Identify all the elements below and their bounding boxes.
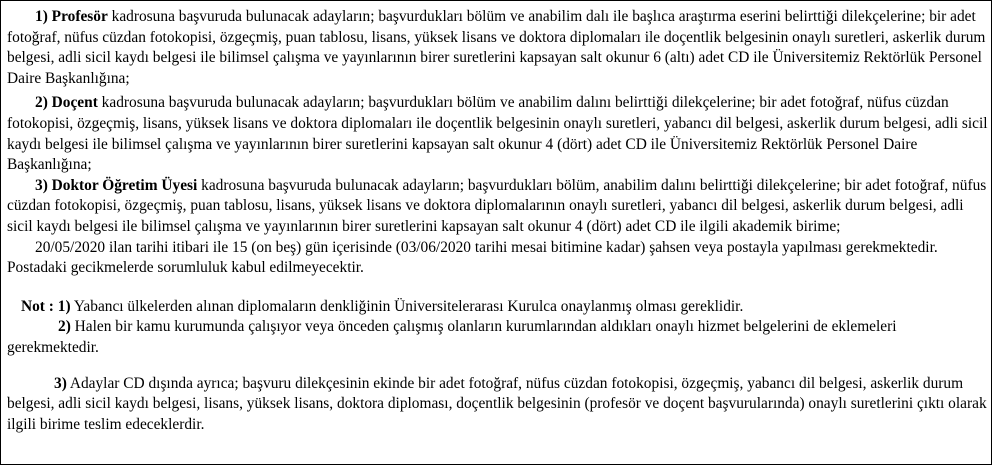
note-3 bbox=[7, 374, 991, 436]
associate-heading: 2) Doçent bbox=[35, 94, 98, 112]
deadline-paragraph: 20/05/2020 ilan tarihi itibari ile 15 (on beş) gün içerisinde (03/06/2020 tarihi mesai bitimine kadar) şahsen veya postayla yapılması gerekmektedir. Postadaki gecikmelerde sorumluluk kabul edilmeyecektir. bbox=[7, 238, 938, 277]
note-1 bbox=[7, 297, 991, 318]
note-3-number: 3) bbox=[54, 374, 67, 392]
note-label: Not : 1) bbox=[21, 297, 71, 315]
associate-text: kadrosuna başvuruda bulunacak adayların; başvurdukları bölüm ve anabilim dalını belirttiği dilekçelerine; bir adet fotoğraf, nüfus cüzdan fotokopisi, özgeçmiş, lisans, yüksek lisans ve doktora diplomaları ile doçentlik belgesinin onaylı suretleri, yabancı dil belgesi, askerlik durum belgesi, adli sicil kaydı belgesi ile bilimsel çalışma ve yayınlarının birer suretlerini kapsayan salt okunur 4 (dört) adet CD ile Üniversitemiz Rektörlük Personel Daire Başkanlığına; bbox=[7, 94, 988, 174]
note-1-text: Yabancı ülkelerden alınan diplomaların denkliğinin Üniversitelerarası Kurulca onaylanmış olması gereklidir. bbox=[70, 297, 744, 315]
note-2 bbox=[7, 317, 991, 358]
note-3-text: Adaylar CD dışında ayrıca; başvuru dilekçesinin ekinde bir adet fotoğraf, nüfus cüzdan fotokopisi, özgeçmiş, yabancı dil belgesi, askerlik durum belgesi, adli sicil kaydı belgesi, lisans, yüksek lisans, doktora diploması, doçentlik belgesinin (profesör ve doçent başvurularında) onaylı suretlerini çıktı olarak ilgili birime teslim edeceklerdir. bbox=[7, 374, 987, 433]
note-2-number: 2) bbox=[58, 318, 71, 336]
assistant-heading: 3) Doktor Öğretim Üyesi bbox=[35, 176, 198, 194]
associate-paragraph bbox=[7, 93, 991, 175]
professor-paragraph bbox=[7, 7, 991, 89]
assistant-paragraph bbox=[7, 176, 991, 238]
professor-text: kadrosuna başvuruda bulunacak adayların; başvurdukları bölüm ve anabilim dalı ile başlıca araştırma eserini belirttiği dilekçelerine; bir adet fotoğraf, nüfus cüzdan fotokopisi, özgeçmiş, puan tablosu, lisans, yüksek lisans ve doktora diplomaları ile doçentlik belgesinin onaylı suretleri, askerlik durum belgesi, adli sicil kaydı belgesi ile bilimsel çalışma ve yayınlarının birer suretlerini kapsayan salt okunur 6 (altı) adet CD ile Üniversitemiz Rektörlük Personel Daire Başkanlığına; bbox=[7, 8, 986, 87]
assistant-text: kadrosuna başvuruda bulunacak adayların; başvurdukları bölüm, anabilim dalını belirttiği dilekçelerine; bir adet fotoğraf, nüfus cüzdan fotokopisi, özgeçmiş, puan tablosu, lisans, yüksek lisans ve doktora diplomalarının onaylı suretleri, yabancı dil belgesi, askerlik durum belgesi, adli sicil kaydı belgesi ile bilimsel çalışma ve yayınlarının birer suretlerini kapsayan salt okunur 4 (dört) adet CD ile ilgili akademik birime; bbox=[7, 176, 987, 235]
note-2-text: Halen bir kamu kurumunda çalışıyor veya önceden çalışmış olanların kurumlarından aldıkları onaylı hizmet belgelerini de eklemeleri gerekmektedir. bbox=[7, 318, 897, 356]
professor-heading: 1) Profesör bbox=[35, 8, 108, 25]
